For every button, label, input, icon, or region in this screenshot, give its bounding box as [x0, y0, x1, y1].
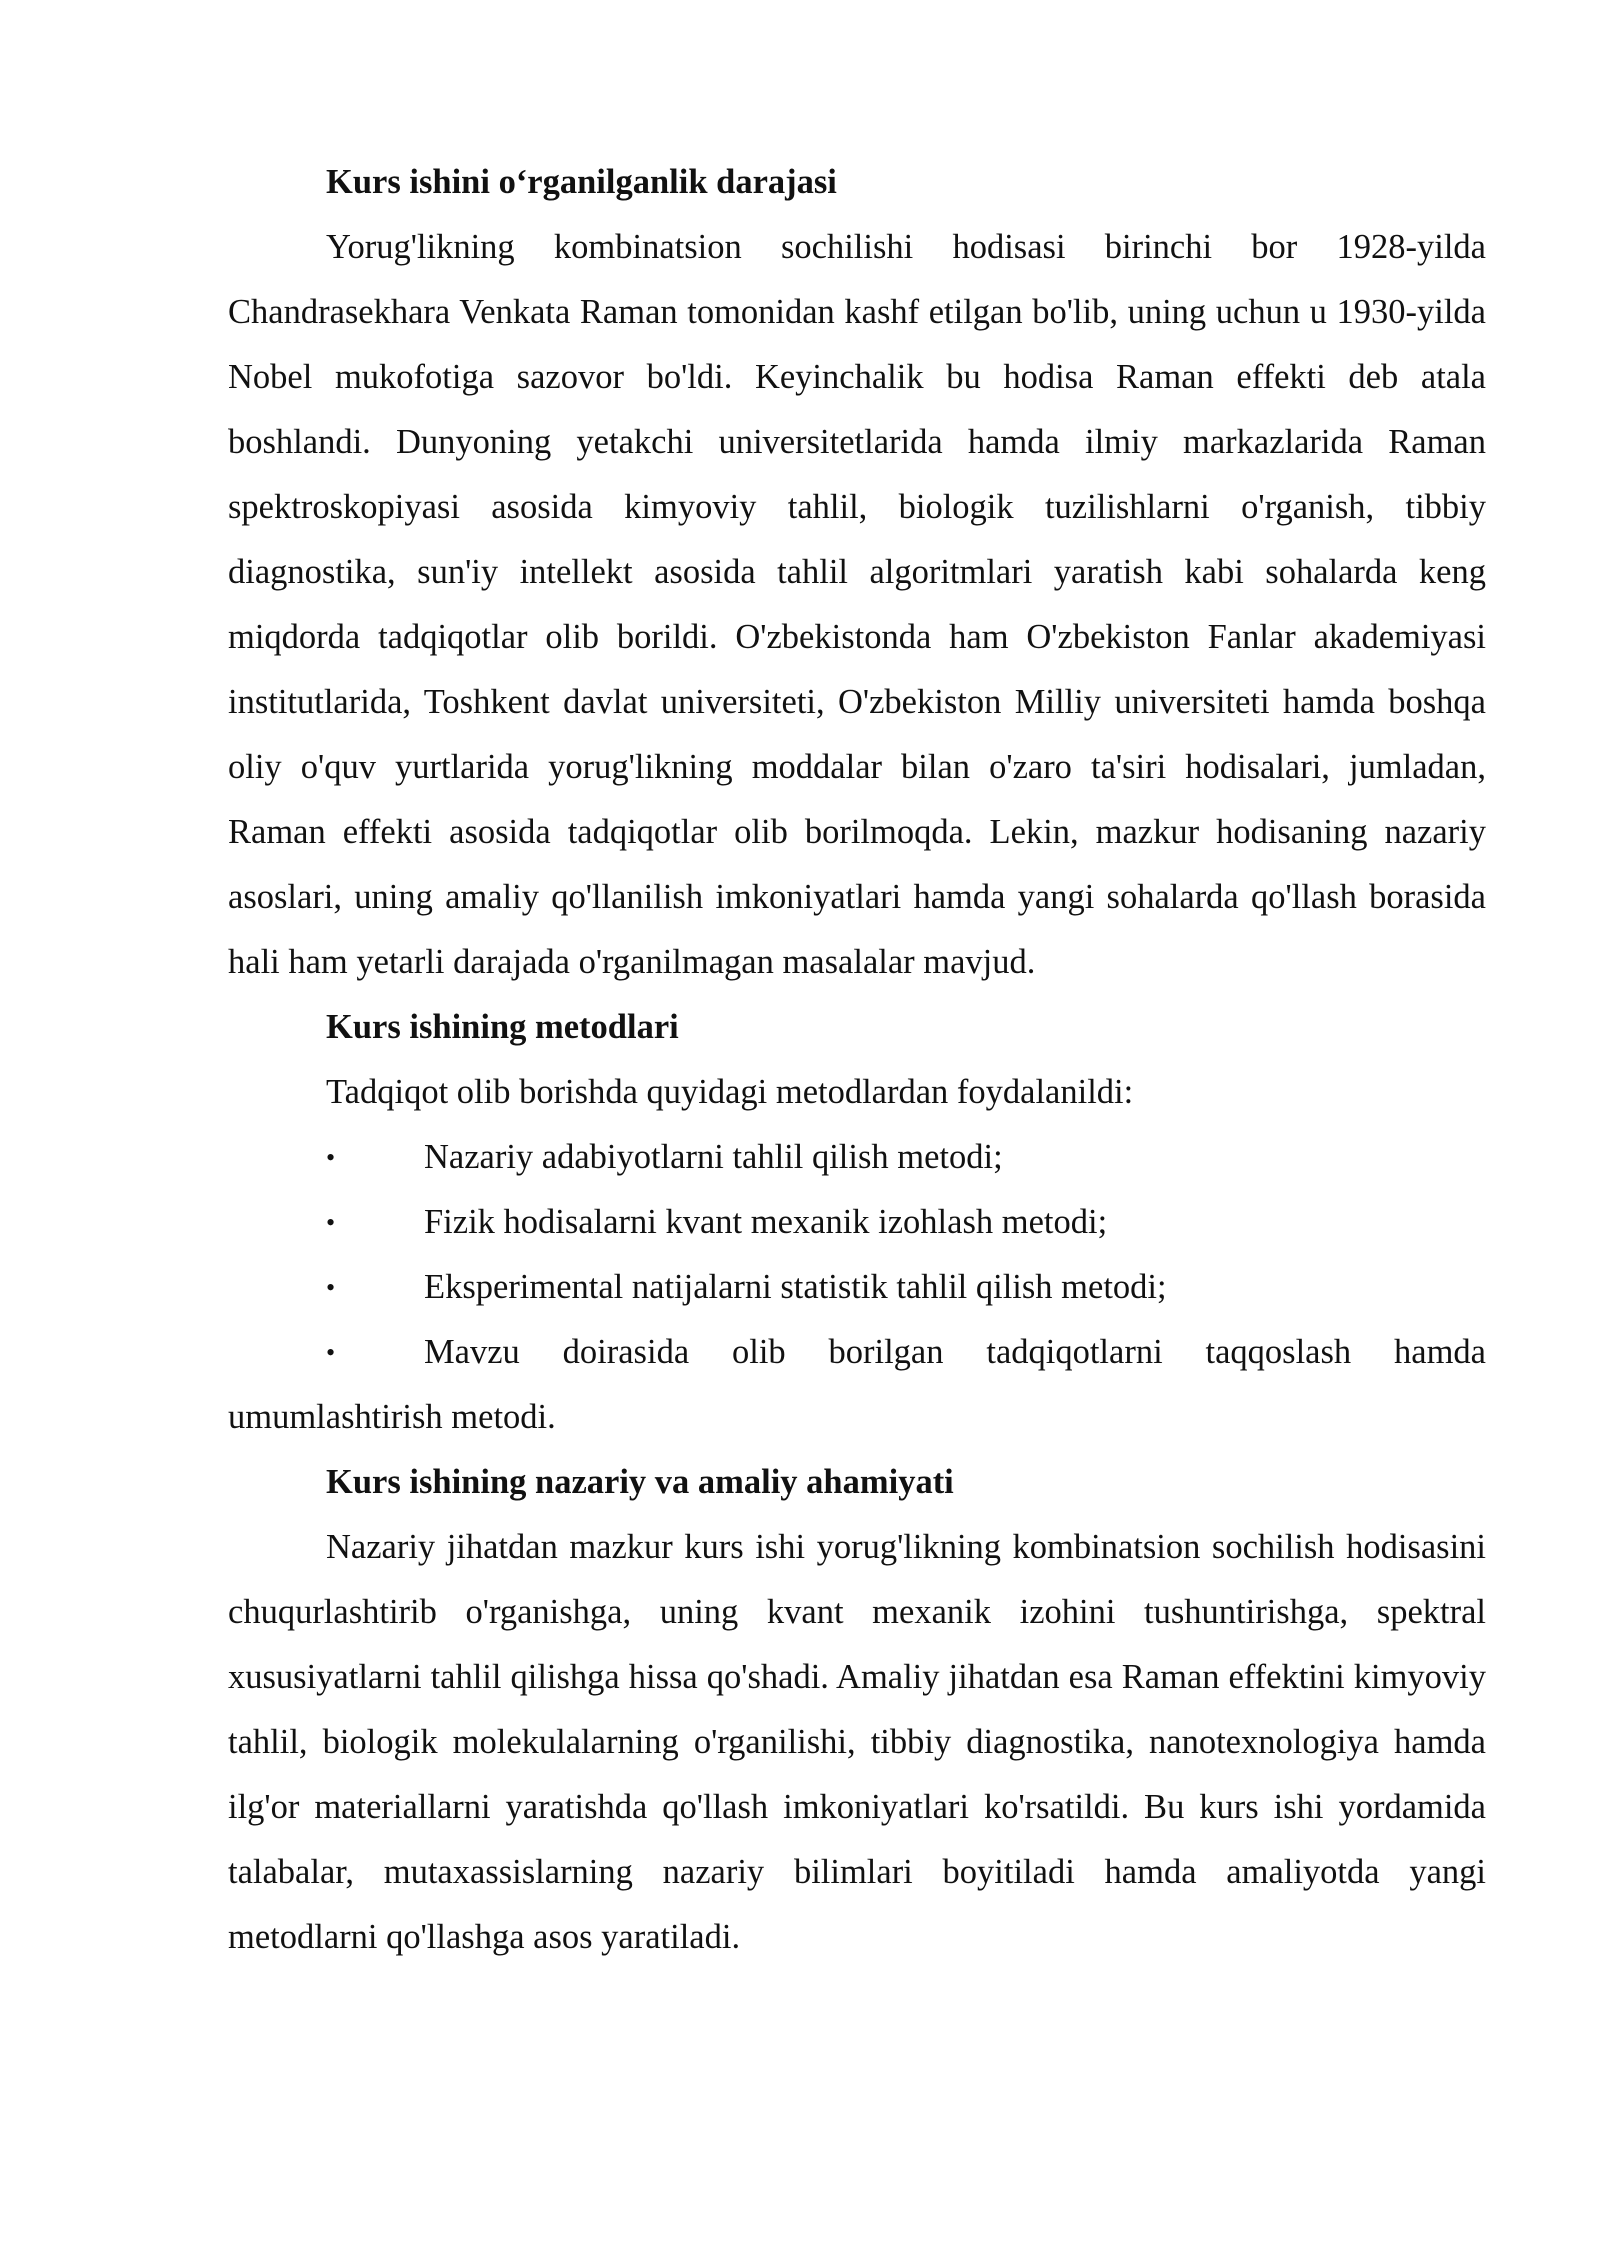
list-item-text: Eksperimental natijalarni statistik tahlil qilish metodi;: [424, 1268, 1167, 1306]
paragraph-significance: Nazariy jihatdan mazkur kurs ishi yorug'likning kombinatsion sochilish hodisasini chuqurlashtirib o'rganishga, uning kvant mexanik izohini tushuntirishga, spektral xususiyatlarni tahlil qilishga hissa qo'shadi. Amaliy jihatdan esa Raman effektini kimyoviy tahlil, biologik molekulalarning o'rganilishi, tibbiy diagnostika, nanotexnologiya hamda ilg'or materiallarni yaratishda qo'llash imkoniyatlari ko'rsatildi. Bu kurs ishi yordamida talabalar, mutaxassislarning nazariy bilimlari boyitiladi hamda amaliyotda yangi metodlarni qo'llashga asos yaratiladi.: [228, 1528, 1486, 1956]
list-item-text: Fizik hodisalarni kvant mexanik izohlash metodi;: [424, 1203, 1108, 1241]
bullet-icon: •: [326, 1338, 336, 1367]
methods-intro: Tadqiqot olib borishda quyidagi metodlardan foydalanildi:: [326, 1073, 1134, 1111]
bullet-icon: •: [326, 1208, 336, 1237]
bullet-icon: •: [326, 1273, 336, 1302]
paragraph-level-of-study: Yorug'likning kombinatsion sochilishi hodisasi birinchi bor 1928-yilda Chandrasekhara Venkata Raman tomonidan kashf etilgan bo'lib, uning uchun u 1930-yilda Nobel mukofotiga sazovor bo'ldi. Keyinchalik bu hodisa Raman effekti deb atala boshlandi. Dunyoning yetakchi universitetlarida hamda ilmiy markazlarida Raman spektroskopiyasi asosida kimyoviy tahlil, biologik tuzilishlarni o'rganish, tibbiy diagnostika, sun'iy intellekt asosida tahlil algoritmlari yaratish kabi sohalarda keng miqdorda tadqiqotlar olib borildi. O'zbekistonda ham O'zbekiston Fanlar akademiyasi institutlarida, Toshkent davlat universiteti, O'zbekiston Milliy universiteti hamda boshqa oliy o'quv yurtlarida yorug'likning moddalar bilan o'zaro ta'siri hodisalari, jumladan, Raman effekti asosida tadqiqotlar olib borilmoqda. Lekin, mazkur hodisaning nazariy asoslari, uning amaliy qo'llanilish imkoniyatlari hamda yangi sohalarda qo'llash borasida hali ham yetarli darajada o'rganilmagan masalalar mavjud.: [228, 228, 1486, 981]
list-item-text: Mavzu doirasida olib borilgan tadqiqotlarni taqqoslash hamda umumlashtirish metodi.: [228, 1333, 1486, 1436]
bullet-icon: •: [326, 1143, 336, 1172]
document-page: [228, 150, 1486, 1970]
list-item: [228, 1320, 1486, 1450]
list-item: [228, 1255, 1486, 1320]
section-heading-significance: Kurs ishining nazariy va amaliy ahamiyati: [326, 1463, 954, 1501]
list-item-text: Nazariy adabiyotlarni tahlil qilish metodi;: [424, 1138, 1003, 1176]
section-heading-level-of-study: Kurs ishini o‘rganilganlik darajasi: [326, 163, 837, 201]
list-item: [228, 1190, 1486, 1255]
methods-list: [228, 1125, 1486, 1450]
section-heading-methods: Kurs ishining metodlari: [326, 1008, 679, 1046]
list-item: [228, 1125, 1486, 1190]
